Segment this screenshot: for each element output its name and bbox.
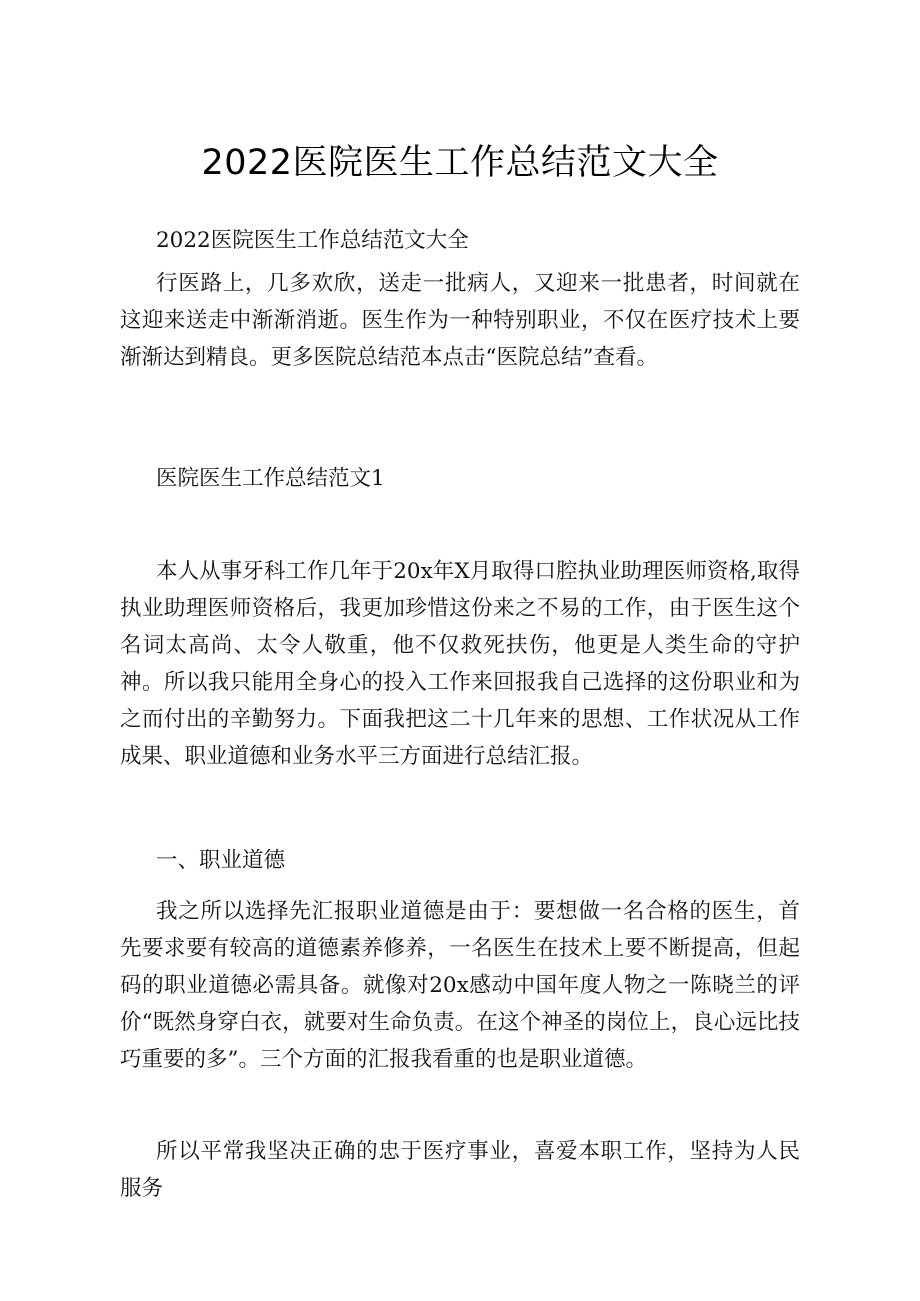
intro-paragraph: 行医路上，几多欢欣，送走一批病人，又迎来一批患者，时间就在这迎来送走中渐渐消逝。医生作为一种特别职业，不仅在医疗技术上要渐渐达到精良。更多医院总结范本点击“医院总结”查看。 xyxy=(120,271,800,370)
section-heading-sample-1: 医院医生工作总结范文1 xyxy=(156,466,385,491)
body-paragraph-2: 我之所以选择先汇报职业道德是由于：要想做一名合格的医生，首先要求要有较高的道德素养修养，一名医生在技术上要不断提高，但起码的职业道德必需具备。就像对20x感动中国年度人物之一陈晓兰的评价“既然身穿白衣，就要对生命负责。在这个神圣的岗位上，良心远比技巧重要的多”。三个方面的汇报我看重的也是职业道德。 xyxy=(120,899,800,1072)
body-paragraph-1: 本人从事牙科工作几年于20x年X月取得口腔执业助理医师资格,取得执业助理医师资格后，我更加珍惜这份来之不易的工作，由于医生这个名词太高尚、太令人敬重，他不仅救死扶伤，他更是人类生命的守护神。所以我只能用全身心的投入工作来回报我自己选择的这份职业和为之而付出的辛勤努力。下面我把这二十几年来的思想、工作状况从工作成果、职业道德和业务水平三方面进行总结汇报。 xyxy=(120,559,800,769)
document-title: 2022医院医生工作总结范文大全 xyxy=(201,143,719,183)
body-paragraph-3: 所以平常我坚决正确的忠于医疗事业，喜爱本职工作，坚持为人民服务 xyxy=(120,1139,800,1201)
section-heading-professional-ethics: 一、职业道德 xyxy=(156,848,286,873)
subtitle-paragraph: 2022医院医生工作总结范文大全 xyxy=(156,228,469,253)
